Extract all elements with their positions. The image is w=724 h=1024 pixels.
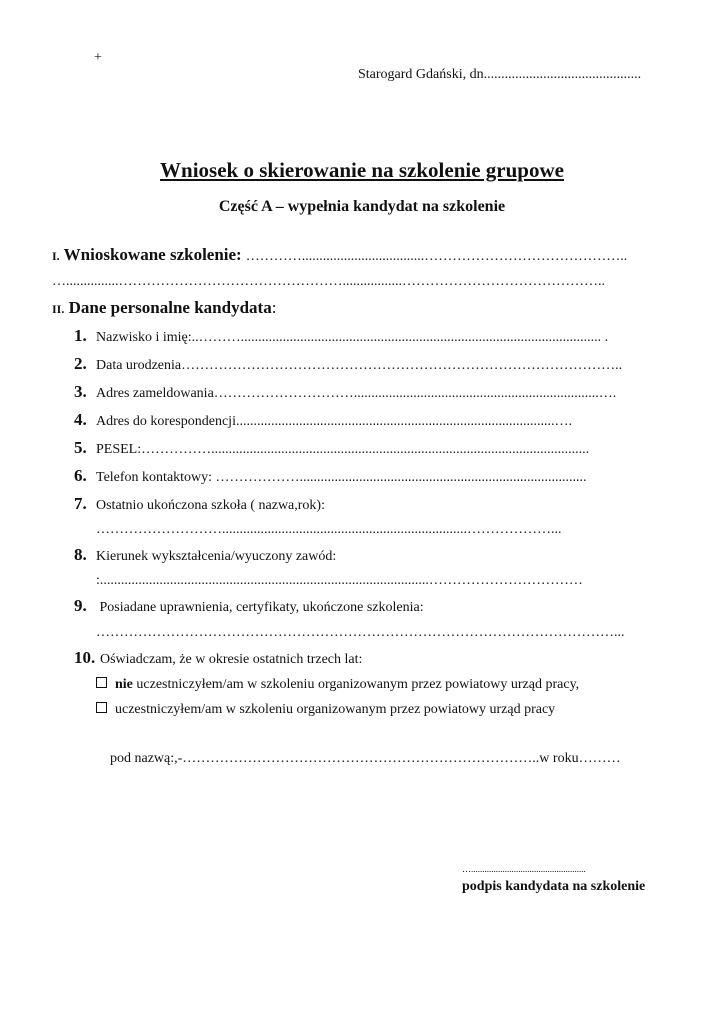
section-requested-training: [52, 245, 627, 265]
section-number: II.: [52, 302, 65, 316]
checkbox-icon[interactable]: [96, 702, 107, 713]
section-personal-data: [52, 298, 276, 318]
form-item-name[interactable]: [74, 326, 608, 346]
qualifications-field[interactable]: …………………………………………………………………………………………………...: [96, 625, 625, 640]
form-item-school: [74, 494, 325, 514]
checkbox-not-participated[interactable]: [96, 677, 579, 693]
requested-training-field[interactable]: …………...................................……………………………………..: [245, 249, 628, 264]
profession-field[interactable]: :..............................................................................................……………………………: [96, 573, 583, 588]
training-name-year-field[interactable]: pod nazwą:,-…………………………………………………………………..w roku………: [110, 751, 621, 766]
form-item-registered-address[interactable]: [74, 382, 616, 402]
form-item-phone[interactable]: [74, 466, 587, 486]
item-text: Nazwisko i imię:..………....................................................................................................... .: [96, 330, 609, 345]
checkbox-bold-text: nie: [115, 677, 133, 692]
item-number: 5.: [74, 438, 87, 457]
item-text: Oświadczam, że w okresie ostatnich trzech lat:: [100, 652, 363, 667]
item-number: 1.: [74, 326, 87, 345]
checkbox-text: uczestniczyłem/am w szkoleniu organizowanym przez powiatowy urząd pracy: [115, 702, 556, 717]
requested-training-field-line2[interactable]: …...............………………………………………….................……………………………………..: [52, 274, 605, 289]
item-text: Ostatnio ukończona szkoła ( nazwa,rok):: [96, 498, 325, 513]
signature-label: podpis kandydata na szkolenie: [462, 879, 646, 894]
item-number: 7.: [74, 494, 87, 513]
checkbox-participated[interactable]: [96, 702, 555, 718]
item-number: 6.: [74, 466, 87, 485]
document-title: Wniosek o skierowanie na szkolenie grupowe: [160, 158, 564, 182]
item-text: PESEL:……………............................................................................................................: [96, 442, 590, 457]
item-number: 4.: [74, 410, 87, 429]
document-subtitle: Część A – wypełnia kandydat na szkolenie: [218, 198, 506, 215]
plus-mark: +: [94, 50, 102, 65]
form-item-pesel[interactable]: [74, 438, 589, 458]
section-label: Dane personalne kandydata: [68, 298, 272, 317]
item-number: 8.: [74, 545, 87, 564]
section-label: Wnioskowane szkolenie:: [63, 245, 242, 264]
item-number: 3.: [74, 382, 87, 401]
item-text: Data urodzenia…………………………………………………………………………………..: [96, 358, 623, 373]
school-field[interactable]: ………………………......................................................................………………...: [96, 522, 562, 537]
form-item-declaration: [74, 648, 362, 668]
item-number: 10.: [74, 648, 96, 667]
item-text: Telefon kontaktowy: ………………..................................................................................: [96, 470, 587, 485]
form-item-qualifications: [74, 596, 424, 616]
checkbox-text: uczestniczyłem/am w szkoleniu organizowanym przez powiatowy urząd pracy,: [132, 677, 580, 692]
form-item-birthdate[interactable]: [74, 354, 622, 374]
signature-line[interactable]: …...................................................: [462, 864, 586, 874]
item-text: Adres zameldowania…………………………......................................................................….: [96, 386, 617, 401]
checkbox-icon[interactable]: [96, 677, 107, 688]
place-date-line: Starogard Gdański, dn.............................................: [358, 67, 642, 82]
item-text: Posiadane uprawnienia, certyfikaty, ukończone szkolenia:: [96, 600, 424, 615]
section-number: I.: [52, 249, 60, 263]
form-item-profession: [74, 545, 336, 565]
item-number: 9.: [74, 596, 87, 615]
item-number: 2.: [74, 354, 87, 373]
item-text: Kierunek wykształcenia/wyuczony zawód:: [96, 549, 337, 564]
item-text: Adres do korespondencji...........................................................................................….: [96, 414, 572, 429]
section-colon: :: [271, 298, 277, 317]
form-item-correspondence-address[interactable]: [74, 410, 572, 430]
